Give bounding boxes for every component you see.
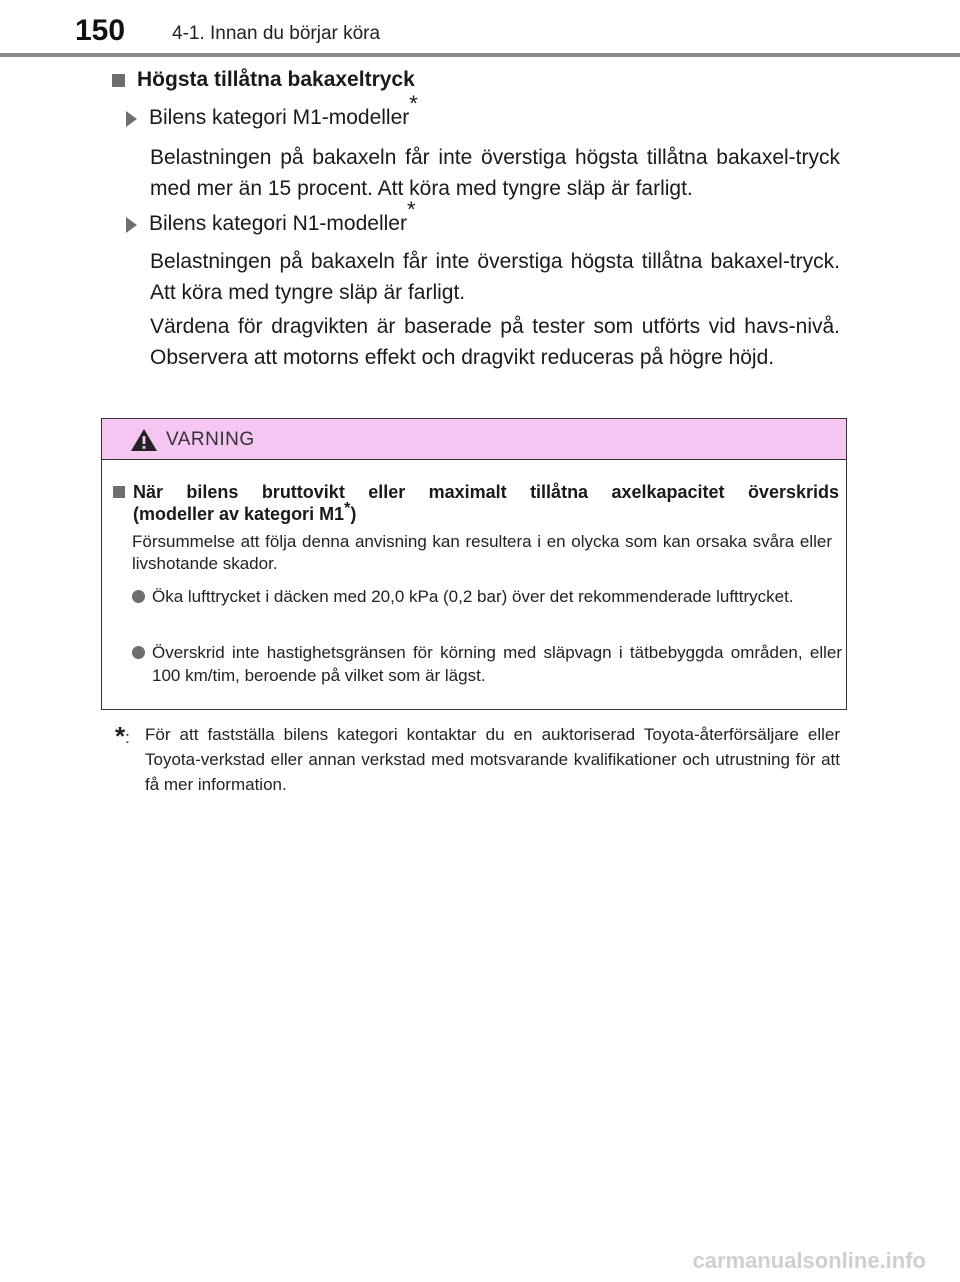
watermark: carmanualsonline.info	[692, 1248, 926, 1273]
page-number: 150	[75, 14, 126, 47]
footnote-mark: *:	[115, 721, 130, 751]
header-rule	[0, 53, 960, 57]
warning-heading-line2: (modeller av kategori M1*)	[133, 500, 357, 524]
warning-heading-word: axelkapacitet	[611, 482, 725, 502]
warning-bullet	[132, 641, 842, 687]
warning-header	[102, 419, 846, 460]
triangle-bullet-icon	[126, 217, 137, 233]
warning-heading-word: eller	[368, 482, 406, 502]
section-heading	[112, 68, 415, 92]
chapter-title: 4-1. Innan du börjar köra	[172, 23, 381, 44]
warning-bullet	[132, 585, 842, 608]
subheading-n1: Bilens kategori N1-modeller *	[126, 212, 416, 236]
page-header	[0, 0, 960, 60]
warning-heading-word: bruttovikt	[261, 482, 345, 502]
triangle-bullet-icon	[126, 111, 137, 127]
footnote	[115, 722, 840, 797]
warning-bullet-text: Öka lufttrycket i däcken med 20,0 kPa (0,2 bar) över det rekommenderade lufttrycket.	[152, 587, 794, 606]
subheading-m1-label: Bilens kategori M1-modeller	[149, 106, 410, 129]
warning-bullet-text: Överskrid inte hastighetsgränsen för körning med släpvagn i tätbebyggda områden, eller 100 km/tim, beroende på vilket som är lägst.	[152, 643, 842, 685]
footnote-text: För att fastställa bilens kategori kontaktar du en auktoriserad Toyota-återförsäljare eller Toyota-verkstad eller annan verkstad med motsvarande kvalifikationer och utrustning för att få mer information.	[145, 725, 840, 794]
paragraph-n1: Belastningen på bakaxeln får inte överstiga högsta tillåtna bakaxel-tryck. Att köra med tyngre släp är farligt.	[150, 250, 840, 304]
paragraph-note: Värdena för dragvikten är baserade på tester som utförts vid havs-nivå. Observera att motorns effekt och dragvikt reduceras på högre höjd.	[150, 315, 840, 369]
circle-bullet-icon	[132, 646, 145, 659]
warning-text: Försummelse att följa denna anvisning kan resultera i en olycka som kan orsaka svåra eller livshotande skador.	[132, 532, 832, 573]
warning-heading-word: maximalt	[428, 482, 507, 502]
warning-heading-word: bilens	[186, 482, 239, 502]
warning-heading-word: När	[113, 481, 163, 503]
paragraph-m1: Belastningen på bakaxeln får inte överstiga högsta tillåtna bakaxel-tryck med mer än 15 procent. Att köra med tyngre släp är farligt.	[150, 146, 840, 200]
warning-heading-word: överskrids	[747, 482, 839, 502]
square-bullet-icon	[113, 486, 125, 498]
circle-bullet-icon	[132, 590, 145, 603]
square-bullet-icon	[112, 74, 125, 87]
warning-box	[101, 418, 847, 710]
warning-heading-line1	[113, 481, 839, 503]
warning-heading-word: tillåtna	[530, 482, 589, 502]
footnote-marker: *	[344, 500, 351, 517]
warning-title: VARNING	[166, 429, 255, 450]
warning-triangle-icon	[130, 428, 158, 452]
section-heading-text: Högsta tillåtna bakaxeltryck	[137, 68, 415, 91]
warning-heading	[113, 481, 839, 525]
subheading-m1: Bilens kategori M1-modeller *	[126, 106, 418, 130]
subheading-n1-label: Bilens kategori N1-modeller	[149, 212, 407, 235]
